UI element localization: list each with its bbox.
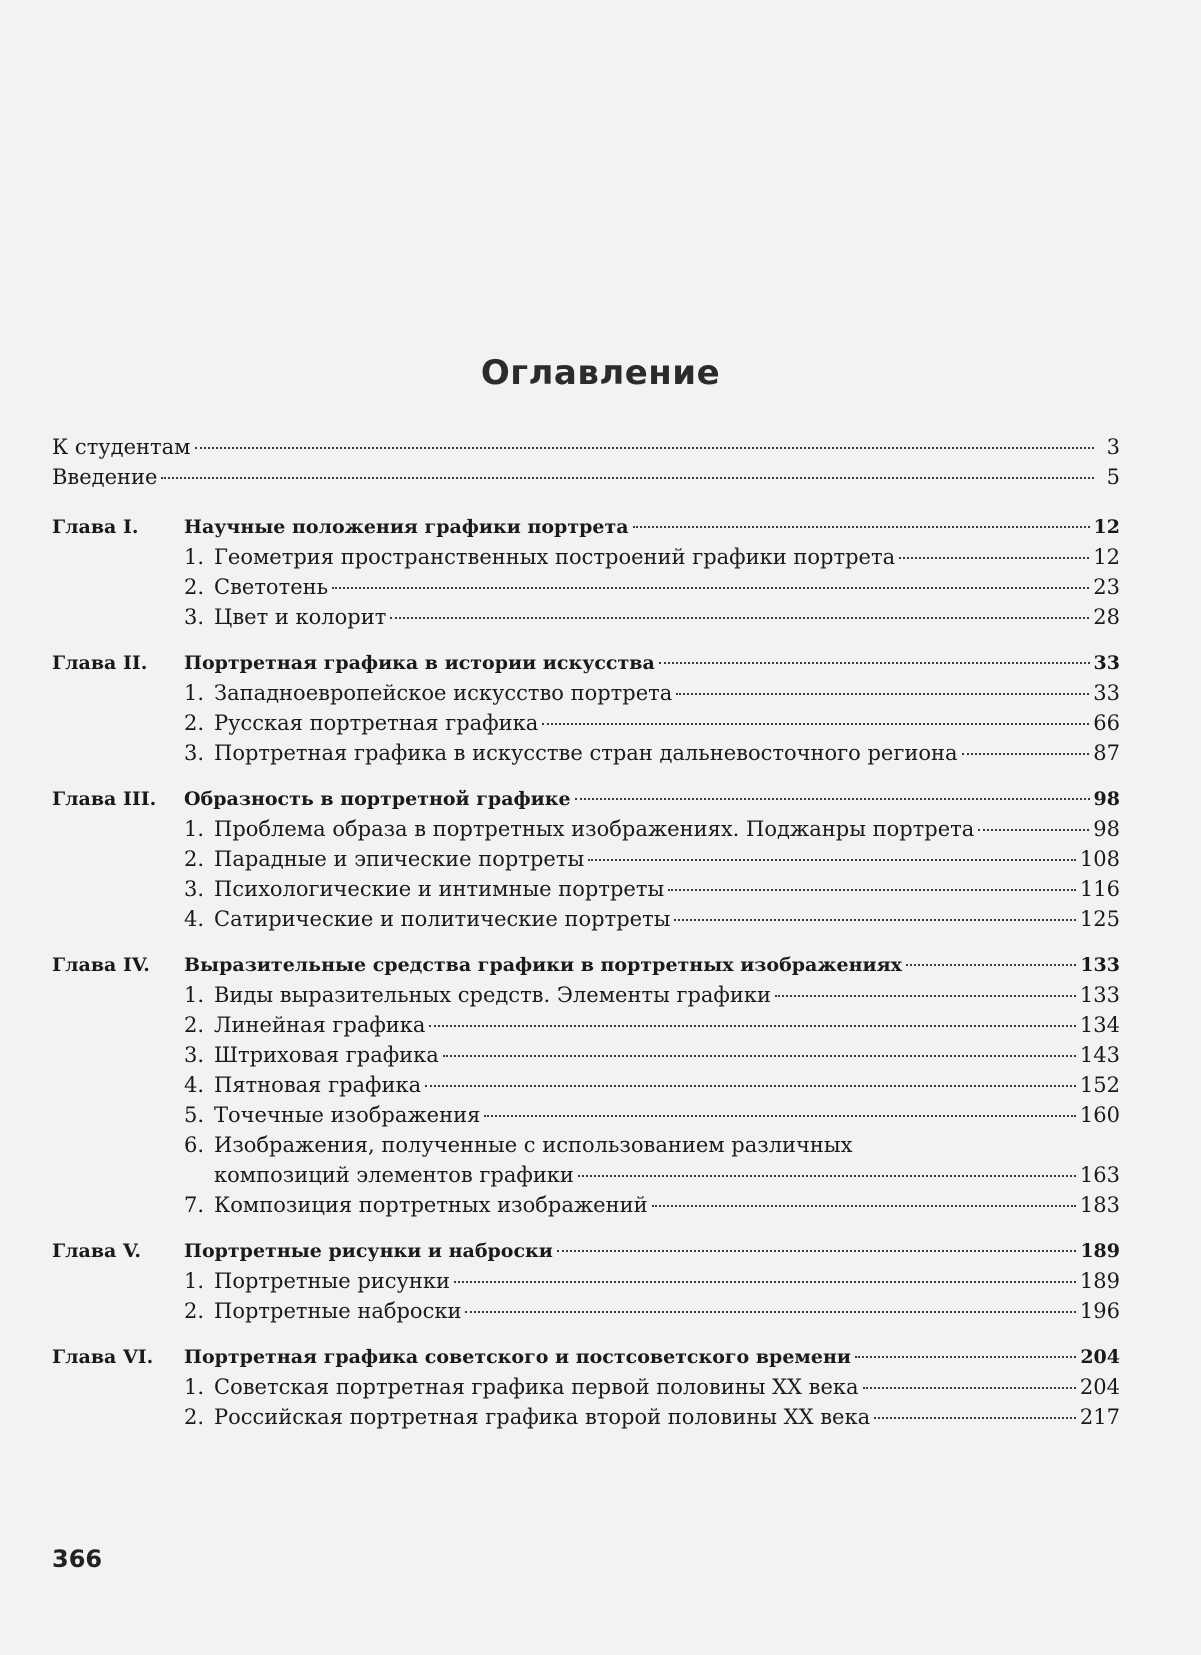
chapter-title: Портретная графика советского и постсоветского времени [184, 1346, 851, 1368]
dot-leader [390, 617, 1089, 619]
section-page: 116 [1079, 877, 1120, 901]
dot-leader [978, 829, 1089, 831]
chapter-label: Глава II. [52, 652, 148, 674]
chapter-page: 98 [1093, 788, 1120, 810]
dot-leader [962, 753, 1090, 755]
section-title: Точечные изображения [214, 1103, 481, 1127]
section-heading [184, 904, 670, 934]
section-title: Российская портретная графика второй половины XX века [214, 1405, 871, 1429]
section-number: 2. [184, 1405, 205, 1429]
chapter-entry[interactable] [52, 512, 1120, 542]
dot-leader [161, 477, 1094, 479]
dot-leader [588, 859, 1076, 861]
section-number: 3. [184, 877, 205, 901]
section-title: Геометрия пространственных построений графики портрета [214, 545, 896, 569]
dot-leader [863, 1387, 1076, 1389]
dot-leader [425, 1085, 1076, 1087]
chapter-page: 189 [1080, 1240, 1120, 1262]
section-page: 108 [1079, 847, 1120, 871]
toc-entry[interactable] [52, 462, 1120, 492]
section-heading [184, 874, 664, 904]
chapter-title: Научные положения графики портрета [184, 516, 629, 538]
section-title: Композиция портретных изображений [214, 1193, 648, 1217]
section-number: 2. [184, 711, 205, 735]
chapter-title: Образность в портретной графике [184, 788, 571, 810]
section-title-continuation: композиций элементов графики [214, 1163, 574, 1187]
spacer [52, 492, 1120, 512]
chapter-heading [52, 1342, 851, 1372]
dot-leader [652, 1205, 1076, 1207]
chapter-title: Портретные рисунки и наброски [184, 1240, 553, 1262]
section-number: 1. [184, 545, 205, 569]
section-number: 3. [184, 1043, 205, 1067]
dot-leader [575, 798, 1090, 800]
section-entry[interactable] [52, 874, 1120, 904]
section-title: Изображения, полученные с использованием различных [214, 1133, 853, 1157]
section-title: Портретные наброски [214, 1299, 462, 1323]
section-page: 12 [1093, 545, 1120, 569]
section-title: Портретная графика в искусстве стран дальневосточного региона [214, 741, 958, 765]
section-title: Штриховая графика [214, 1043, 439, 1067]
section-title: Психологические и интимные портреты [214, 877, 665, 901]
section-entry[interactable] [52, 844, 1120, 874]
section-page: 160 [1079, 1103, 1120, 1127]
section-title: Советская портретная графика первой половины XX века [214, 1375, 859, 1399]
section-number: 4. [184, 907, 205, 931]
spacer [52, 768, 1120, 784]
section-heading [184, 1040, 439, 1070]
section-page: 33 [1093, 681, 1120, 705]
section-title: Портретные рисунки [214, 1269, 450, 1293]
section-heading [184, 1296, 461, 1326]
dot-leader [332, 587, 1089, 589]
toc-entry-title: К студентам [52, 435, 191, 459]
section-heading [184, 1130, 852, 1160]
spacer [52, 1326, 1120, 1342]
section-page: 66 [1093, 711, 1120, 735]
section-page: 98 [1093, 817, 1120, 841]
section-page: 189 [1079, 1269, 1120, 1293]
section-entry[interactable] [52, 678, 1120, 708]
section-heading [184, 1266, 450, 1296]
section-number: 5. [184, 1103, 205, 1127]
section-entry[interactable] [52, 814, 1120, 844]
dot-leader [775, 995, 1076, 997]
section-page: 217 [1079, 1405, 1120, 1429]
dot-leader [668, 889, 1076, 891]
chapter-entry[interactable] [52, 1342, 1120, 1372]
section-number: 3. [184, 741, 205, 765]
dot-leader [899, 557, 1089, 559]
section-entry[interactable] [52, 1070, 1120, 1100]
section-title: Линейная графика [214, 1013, 426, 1037]
section-page: 28 [1093, 605, 1120, 629]
section-entry[interactable] [52, 904, 1120, 934]
section-number: 1. [184, 1269, 205, 1293]
dot-leader [557, 1250, 1076, 1252]
chapter-label: Глава III. [52, 788, 157, 810]
chapter-title: Выразительные средства графики в портретных изображениях [184, 954, 902, 976]
dot-leader [542, 723, 1089, 725]
section-page: 204 [1079, 1375, 1120, 1399]
section-heading [184, 1372, 859, 1402]
section-entry[interactable] [52, 1266, 1120, 1296]
section-title: Пятновая графика [214, 1073, 422, 1097]
section-number: 1. [184, 681, 205, 705]
section-heading [184, 1402, 870, 1432]
chapter-heading [52, 950, 902, 980]
spacer [52, 1220, 1120, 1236]
chapter-label: Глава IV. [52, 954, 150, 976]
chapter-entry[interactable] [52, 1236, 1120, 1266]
dot-leader [195, 447, 1095, 449]
section-number: 2. [184, 1299, 205, 1323]
section-title: Парадные и эпические портреты [214, 847, 585, 871]
dot-leader [484, 1115, 1076, 1117]
section-heading [184, 1010, 425, 1040]
chapter-page: 133 [1080, 954, 1120, 976]
section-entry[interactable] [52, 602, 1120, 632]
section-entry[interactable] [52, 708, 1120, 738]
section-heading [184, 738, 958, 768]
section-number: 1. [184, 983, 205, 1007]
section-page: 23 [1093, 575, 1120, 599]
section-number: 2. [184, 1013, 205, 1037]
section-title: Светотень [214, 575, 329, 599]
section-title: Западноевропейское искусство портрета [214, 681, 673, 705]
section-page: 196 [1079, 1299, 1120, 1323]
section-heading [184, 1190, 648, 1220]
section-heading [184, 814, 974, 844]
page-number: 366 [52, 1545, 103, 1573]
chapter-label: Глава V. [52, 1240, 141, 1262]
section-entry[interactable] [52, 1130, 1120, 1160]
toc-entry-title: Введение [52, 465, 158, 489]
dot-leader [443, 1055, 1076, 1057]
section-heading [184, 542, 895, 572]
section-number: 1. [184, 1375, 205, 1399]
section-entry[interactable] [52, 980, 1120, 1010]
section-entry[interactable] [52, 1190, 1120, 1220]
dot-leader [676, 693, 1089, 695]
chapter-heading [52, 1236, 553, 1266]
chapter-page: 204 [1080, 1346, 1120, 1368]
section-entry[interactable] [52, 738, 1120, 768]
dot-leader [429, 1025, 1075, 1027]
section-heading [184, 980, 771, 1010]
spacer [52, 934, 1120, 950]
section-entry[interactable] [52, 572, 1120, 602]
dot-leader [633, 526, 1090, 528]
dot-leader [674, 919, 1076, 921]
section-title: Цвет и колорит [214, 605, 387, 629]
section-number: 3. [184, 605, 205, 629]
section-number: 2. [184, 847, 205, 871]
chapter-page: 12 [1093, 516, 1120, 538]
section-heading [184, 1070, 421, 1100]
section-page: 152 [1079, 1073, 1120, 1097]
section-number: 6. [184, 1133, 205, 1157]
section-entry[interactable] [52, 1040, 1120, 1070]
spacer [52, 632, 1120, 648]
section-number: 1. [184, 817, 205, 841]
section-page: 125 [1079, 907, 1120, 931]
section-entry-continuation[interactable] [52, 1160, 1120, 1190]
chapter-page: 33 [1093, 652, 1120, 674]
section-heading [184, 572, 328, 602]
chapter-entry[interactable] [52, 784, 1120, 814]
chapter-label: Глава I. [52, 516, 139, 538]
section-title: Сатирические и политические портреты [214, 907, 671, 931]
dot-leader [855, 1356, 1076, 1358]
dot-leader [465, 1311, 1075, 1313]
section-heading [184, 844, 584, 874]
section-entry[interactable] [52, 542, 1120, 572]
section-entry[interactable] [52, 1402, 1120, 1432]
chapter-label: Глава VI. [52, 1346, 154, 1368]
section-page: 134 [1079, 1013, 1120, 1037]
section-title: Русская портретная графика [214, 711, 539, 735]
chapter-heading [52, 784, 571, 814]
table-of-contents [52, 432, 1120, 1432]
section-entry[interactable] [52, 1372, 1120, 1402]
section-heading [184, 708, 538, 738]
section-entry[interactable] [52, 1296, 1120, 1326]
toc-entry-page: 5 [1106, 465, 1120, 489]
dot-leader [906, 964, 1076, 966]
chapter-title: Портретная графика в истории искусства [184, 652, 655, 674]
chapter-entry[interactable] [52, 648, 1120, 678]
section-entry[interactable] [52, 1100, 1120, 1130]
section-title: Виды выразительных средств. Элементы графики [214, 983, 771, 1007]
section-number: 7. [184, 1193, 205, 1217]
chapter-entry[interactable] [52, 950, 1120, 980]
dot-leader [659, 662, 1090, 664]
dot-leader [578, 1175, 1076, 1177]
toc-entry[interactable] [52, 432, 1120, 462]
section-page: 143 [1079, 1043, 1120, 1067]
dot-leader [454, 1281, 1076, 1283]
chapter-heading [52, 648, 655, 678]
section-page: 133 [1079, 983, 1120, 1007]
section-entry[interactable] [52, 1010, 1120, 1040]
toc-entry-page: 3 [1106, 435, 1120, 459]
section-page: 163 [1079, 1163, 1120, 1187]
section-page: 87 [1093, 741, 1120, 765]
section-heading [184, 678, 672, 708]
section-heading [184, 602, 386, 632]
chapter-heading [52, 512, 629, 542]
section-page: 183 [1079, 1193, 1120, 1217]
section-number: 4. [184, 1073, 205, 1097]
section-heading [184, 1100, 480, 1130]
section-number: 2. [184, 575, 205, 599]
page-title: Оглавление [480, 353, 721, 393]
dot-leader [874, 1417, 1076, 1419]
section-title: Проблема образа в портретных изображениях. Поджанры портрета [214, 817, 975, 841]
